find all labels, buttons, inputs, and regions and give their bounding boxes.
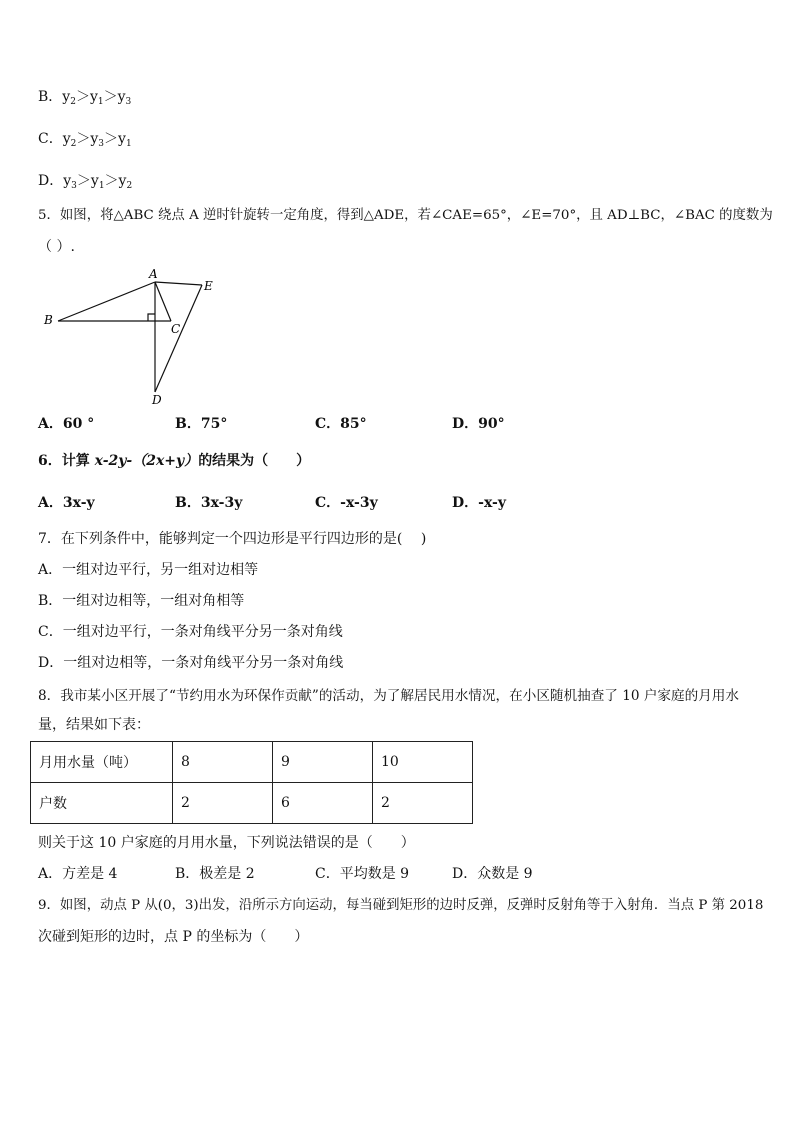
table-row <box>31 742 473 783</box>
subscript: 2 <box>126 181 133 191</box>
q7-option-d[interactable]: D．一组对边相等，一条对角线平分另一条对角线 <box>38 655 344 671</box>
q5-option-c[interactable]: C．85° <box>315 416 367 432</box>
table-row <box>31 783 473 824</box>
table-cell: 月用水量（吨） <box>31 742 173 783</box>
q5-option-a[interactable]: A．60 ° <box>38 416 95 432</box>
option-label: B． <box>38 89 63 105</box>
label-a: A <box>149 267 158 281</box>
label-e: E <box>204 279 213 293</box>
q6-stem-prefix: 6．计算 <box>38 453 95 469</box>
table-cell: 9 <box>273 742 373 783</box>
subscript: 3 <box>98 139 105 149</box>
q6-expression: x-2y-（2x+y） <box>94 453 199 469</box>
segment-ae <box>155 282 202 285</box>
option-label: C． <box>38 131 63 147</box>
option-text: ＞y <box>76 173 99 189</box>
subscript: 2 <box>70 97 76 107</box>
table-cell: 户数 <box>31 783 173 824</box>
option-text: ＞y <box>75 89 98 105</box>
q8-option-a[interactable]: A．方差是 4 <box>38 866 118 882</box>
prev-option-c <box>38 129 132 154</box>
q5-stem-line2: （ ）. <box>38 239 75 255</box>
table-cell: 10 <box>373 742 473 783</box>
q9-stem-line1: 9．如图，动点 P 从(0，3)出发，沿所示方向运动，每当碰到矩形的边时反弹，反弹时反射角等于入射角．当点 P 第 2018 <box>38 898 764 913</box>
table-cell: 2 <box>173 783 273 824</box>
prev-option-b <box>38 87 131 112</box>
q7-option-b[interactable]: B．一组对边相等，一组对角相等 <box>38 593 245 609</box>
option-text: y <box>62 131 71 147</box>
subscript: 3 <box>71 181 77 191</box>
subscript: 1 <box>125 139 132 149</box>
q5-option-d[interactable]: D．90° <box>452 416 505 432</box>
table-cell: 8 <box>173 742 273 783</box>
q8-options <box>38 864 598 884</box>
segment-de <box>155 285 202 392</box>
option-text: ＞y <box>103 89 126 105</box>
label-d: D <box>152 393 162 407</box>
table-cell: 6 <box>273 783 373 824</box>
table-cell: 2 <box>373 783 473 824</box>
q6-stem-suffix: 的结果为（ ） <box>198 453 311 469</box>
q7-stem: 7．在下列条件中，能够判定一个四边形是平行四边形的是( ) <box>38 531 427 547</box>
q5-options <box>38 414 598 434</box>
label-b: B <box>44 313 53 327</box>
q5-option-b[interactable]: B．75° <box>175 416 228 432</box>
option-text: ＞y <box>76 131 99 147</box>
q8-option-c[interactable]: C．平均数是 9 <box>315 866 410 882</box>
q7-option-c[interactable]: C．一组对边平行，一条对角线平分另一条对角线 <box>38 624 343 640</box>
q6-options <box>38 493 598 513</box>
q6-option-b[interactable]: B．3x-3y <box>175 495 243 511</box>
option-label: D． <box>38 173 64 189</box>
subscript: 1 <box>98 181 105 191</box>
q8-stem-line1: 8．我市某小区开展了“节约用水为环保作贡献”的活动，为了解居民用水情况，在小区随机抽查了 10 户家庭的月用水 <box>38 688 739 704</box>
q8-stem-line2: 量，结果如下表： <box>38 717 150 733</box>
option-text: y <box>62 89 71 105</box>
q8-option-d[interactable]: D．众数是 9 <box>452 866 533 882</box>
q6-stem <box>38 451 310 471</box>
subscript: 1 <box>97 97 104 107</box>
water-usage-table <box>30 741 473 824</box>
segment-ab <box>58 282 155 321</box>
subscript: 3 <box>125 97 132 107</box>
option-text: y <box>63 173 72 189</box>
prev-option-d <box>38 171 132 196</box>
q5-stem-line1: 5．如图，将△ABC 绕点 A 逆时针旋转一定角度，得到△ADE，若∠CAE=65°，∠E=70°，且 AD⊥BC，∠BAC 的度数为 <box>38 208 773 223</box>
q8-option-b[interactable]: B．极差是 2 <box>175 866 255 882</box>
q7-option-a[interactable]: A．一组对边平行，另一组对边相等 <box>38 562 259 578</box>
option-text: ＞y <box>104 131 126 147</box>
q8-followup: 则关于这 10 户家庭的月用水量，下列说法错误的是（ ） <box>38 835 415 851</box>
right-angle-mark <box>148 314 155 321</box>
label-c: C <box>171 322 181 336</box>
option-text: ＞y <box>104 173 127 189</box>
subscript: 2 <box>70 139 77 149</box>
q6-option-a[interactable]: A．3x-y <box>38 495 95 511</box>
q9-stem-line2: 次碰到矩形的边时，点 P 的坐标为（ ） <box>38 929 309 945</box>
q6-option-c[interactable]: C．-x-3y <box>315 495 378 511</box>
triangle-rotation-figure <box>38 262 228 408</box>
segment-ac <box>155 282 171 321</box>
q6-option-d[interactable]: D．-x-y <box>452 495 506 511</box>
